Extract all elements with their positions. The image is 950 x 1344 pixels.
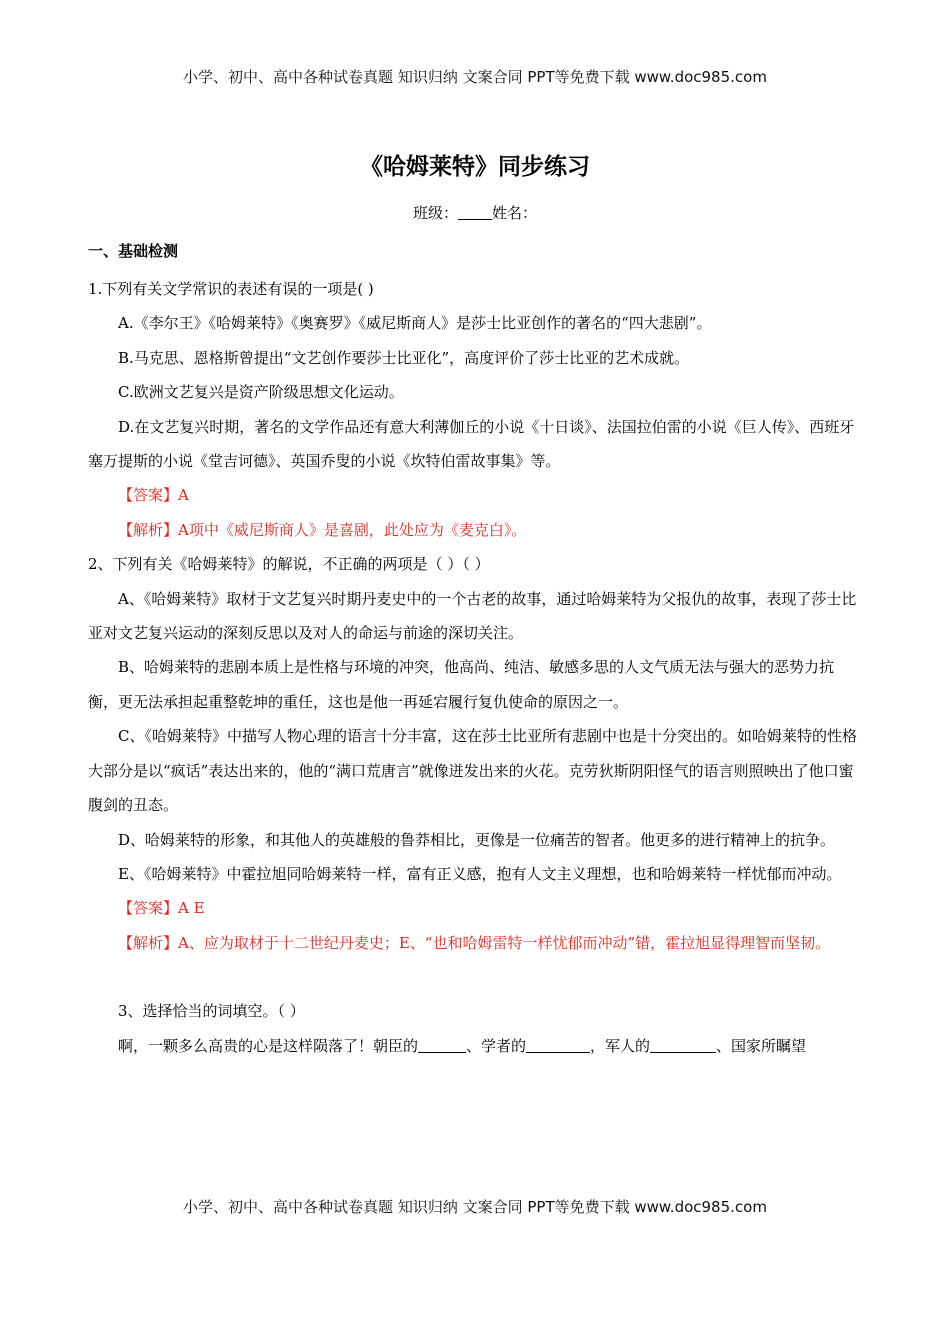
page-title: 《哈姆莱特》同步练习 xyxy=(360,154,590,180)
section-heading: 一、基础检测 xyxy=(88,242,179,260)
name-label: 姓名： xyxy=(492,204,538,222)
q1-answer-label: 【答案】 xyxy=(118,486,179,505)
q1-option-b: B.马克思、恩格斯曾提出“文艺创作要莎士比亚化”，高度评价了莎士比亚的艺术成就。 xyxy=(118,348,690,367)
q3-passage-part: ，军人的 xyxy=(590,1036,651,1055)
q3-passage-part: 啊，一颗多么高贵的心是这样陨落了！朝臣的 xyxy=(118,1036,419,1055)
questions-body xyxy=(88,272,864,1063)
q2-analysis-label: 【解析】 xyxy=(118,933,179,952)
q1-analysis xyxy=(88,513,864,547)
q2-analysis-text: A、应为取材于十二世纪丹麦史；E、“也和哈姆雷特一样忧郁而冲动”错，霍拉旭显得理智而坚韧。 xyxy=(178,933,831,952)
q1-stem: 1.下列有关文学常识的表述有误的一项是( ) xyxy=(88,280,374,298)
q2-option-a: A、《哈姆莱特》取材于文艺复兴时期丹麦史中的一个古老的故事，通过哈姆莱特为父报仇的故事，表现了莎士比亚对文艺复兴运动的深刻反思以及对人的命运与前途的深切关注。 xyxy=(88,589,857,643)
q2-answer xyxy=(88,891,864,925)
q2-answer-value: A E xyxy=(178,899,205,918)
q2-option-c: C、《哈姆莱特》中描写人物心理的语言十分丰富，这在莎士比亚所有悲剧中也是十分突出的。如哈姆莱特的性格大部分是以“疯话”表达出来的，他的“满口荒唐言”就像迸发出来的火花。克劳狄斯阴阳怪气的语言则照映出了他口蜜腹剑的丑态。 xyxy=(88,727,857,815)
q2-analysis xyxy=(88,926,864,960)
q2-option-d: D、哈姆莱特的形象，和其他人的英雄般的鲁莽相比，更像是一位痛苦的智者。他更多的进行精神上的抗争。 xyxy=(118,830,836,849)
q3-passage-part: 、国家所瞩望 xyxy=(716,1036,807,1055)
q1-option-c: C.欧洲文艺复兴是资产阶级思想文化运动。 xyxy=(118,383,404,402)
q1-option-a: A.《李尔王》《哈姆莱特》《奥赛罗》《威尼斯商人》是莎士比亚创作的著名的“四大悲剧”。 xyxy=(118,314,712,333)
q1-analysis-text: A项中《威尼斯商人》是喜剧，此处应为《麦克白》。 xyxy=(178,520,527,539)
q3-passage-part: 、学者的 xyxy=(466,1036,527,1055)
class-label: 班级： xyxy=(412,204,458,222)
q1-answer-value: A xyxy=(178,486,189,505)
q2-answer-label: 【答案】 xyxy=(118,899,179,918)
q3-stem: 3、选择恰当的词填空。（ ） xyxy=(118,1002,305,1021)
q2-option-e: E、《哈姆莱特》中霍拉旭同哈姆莱特一样，富有正义感，抱有人文主义理想，也和哈姆莱特一样忧郁而冲动。 xyxy=(118,864,842,883)
q2-stem: 2、下列有关《哈姆莱特》的解说，不正确的两项是（ ）（ ） xyxy=(88,555,490,574)
q1-analysis-label: 【解析】 xyxy=(118,520,179,539)
q3-passage xyxy=(88,1029,864,1063)
q1-answer xyxy=(88,478,864,512)
q3-blank-1 xyxy=(418,1038,466,1053)
q2-option-b: B、哈姆莱特的悲剧本质上是性格与环境的冲突，他高尚、纯洁、敏感多思的人文气质无法与强大的恶势力抗衡，更无法承担起重整乾坤的重任，这也是他一再延宕履行复仇使命的原因之一。 xyxy=(88,658,835,711)
class-name-line xyxy=(0,202,950,223)
q3-blank-2 xyxy=(526,1038,590,1053)
page-header-banner: 小学、初中、高中各种试卷真题 知识归纳 文案合同 PPT等免费下载 www.doc985.com xyxy=(183,68,767,86)
class-blank xyxy=(458,205,492,220)
q3-blank-3 xyxy=(650,1038,716,1053)
q1-option-d: D.在文艺复兴时期，著名的文学作品还有意大利薄伽丘的小说《十日谈》、法国拉伯雷的小说《巨人传》、西班牙塞万提斯的小说《堂吉诃德》、英国乔叟的小说《坎特伯雷故事集》等。 xyxy=(88,417,855,471)
page-footer-banner: 小学、初中、高中各种试卷真题 知识归纳 文案合同 PPT等免费下载 www.doc985.com xyxy=(183,1198,767,1216)
